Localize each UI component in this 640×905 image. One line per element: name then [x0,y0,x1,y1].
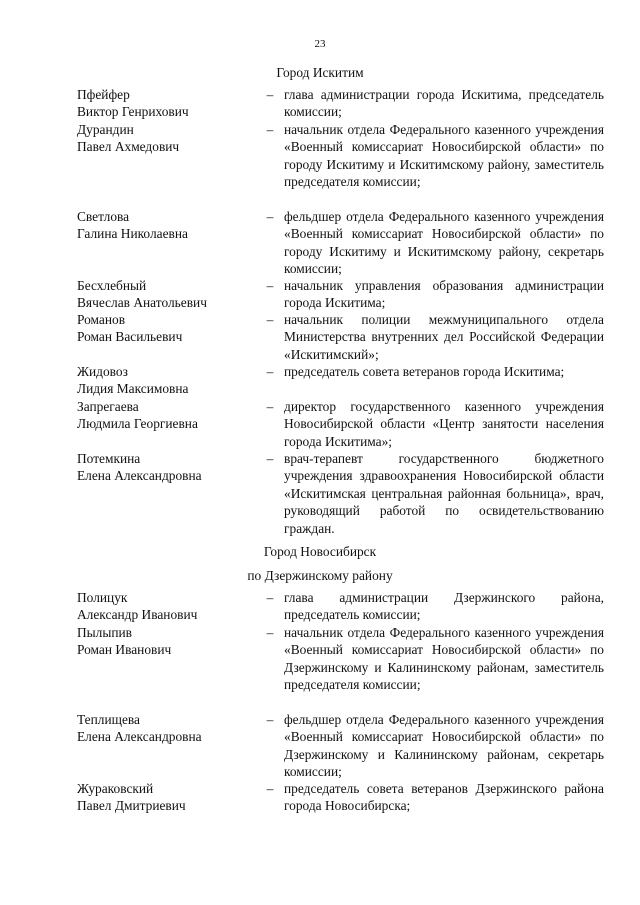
member-surname: Полицук [77,590,128,605]
member-given-name: Павел Ахмедович [77,139,180,155]
member-role: председатель совета ветеранов города Искитима; [284,364,565,379]
member-given-name: Роман Васильевич [77,329,183,345]
member-given-name: Роман Иванович [77,642,172,658]
dash-separator: – [266,278,274,293]
dash-separator: – [266,364,274,379]
member-role: начальник отдела Федерального казенного учреждения «Военный комиссариат Новосибирской области» по городу Искитиму и Искитимскому району, заместитель председателя комиссии; [284,122,604,190]
member-name [77,86,252,121]
member-role: фельдшер отдела Федерального казенного учреждения «Военный комиссариат Новосибирской области» по городу Искитиму и Искитимскому району, секретарь комиссии; [284,209,604,277]
member-given-name: Павел Дмитриевич [77,798,186,814]
member-role: врач-терапевт государственного бюджетного учреждения здравоохранения Новосибирской области «Искитимская центральная районная больница», врач, руководящий работой по освидетельствованию граждан. [284,451,604,536]
member-name [77,450,252,485]
member-given-name: Лидия Максимовна [77,381,189,397]
member-name [77,398,252,433]
dash-separator: – [266,399,274,414]
member-role: начальник управления образования администрации города Искитима; [284,278,604,311]
member-role: начальник отдела Федерального казенного учреждения «Военный комиссариат Новосибирской области» по Дзержинскому и Калининскому районам, заместитель председателя комиссии; [284,625,604,693]
section-title-iskitim: Город Искитим [276,65,364,80]
member-surname: Потемкина [77,451,141,466]
member-surname: Пфейфер [77,87,130,102]
dash-separator: – [266,781,274,796]
dash-separator: – [266,590,274,605]
member-role: фельдшер отдела Федерального казенного учреждения «Военный комиссариат Новосибирской области» по Дзержинскому и Калининскому районам, секретарь комиссии; [284,712,604,780]
section-subtitle-district: по Дзержинскому району [247,568,393,583]
member-name [77,311,252,346]
member-surname: Пылыпив [77,625,133,640]
dash-separator: – [266,451,274,466]
page-number: 23 [314,38,326,50]
dash-separator: – [266,312,274,327]
member-name [77,208,252,243]
member-role: председатель совета ветеранов Дзержинского района города Новосибирска; [284,781,604,814]
member-surname: Дурандин [77,122,134,137]
member-role: директор государственного казенного учреждения Новосибирской области «Центр занятости населения города Искитима»; [284,399,604,449]
member-name [77,780,252,815]
member-name [77,363,252,398]
member-given-name: Виктор Генрихович [77,104,189,120]
member-role: начальник полиции межмуниципального отдела Министерства внутренних дел Российской Федерации «Искитимский»; [284,312,604,362]
member-name [77,589,252,624]
section-title-novosibirsk: Город Новосибирск [263,544,377,559]
member-given-name: Александр Иванович [77,607,198,623]
dash-separator: – [266,209,274,224]
dash-separator: – [266,625,274,640]
member-given-name: Людмила Георгиевна [77,416,198,432]
member-role: глава администрации Дзержинского района, председатель комиссии; [284,590,604,623]
member-name [77,711,252,746]
member-surname: Жидовоз [77,364,128,379]
dash-separator: – [266,87,274,102]
member-name [77,277,252,312]
member-name [77,624,252,659]
member-name [77,121,252,156]
dash-separator: – [266,122,274,137]
member-given-name: Галина Николаевна [77,226,188,242]
member-surname: Жураковский [77,781,154,796]
member-surname: Светлова [77,209,130,224]
member-given-name: Вячеслав Анатольевич [77,295,207,311]
dash-separator: – [266,712,274,727]
member-role: глава администрации города Искитима, председатель комиссии; [284,87,604,120]
member-surname: Запрегаева [77,399,139,414]
member-surname: Бесхлебный [77,278,147,293]
member-given-name: Елена Александровна [77,468,202,484]
member-surname: Романов [77,312,126,327]
member-surname: Теплищева [77,712,140,727]
member-given-name: Елена Александровна [77,729,202,745]
